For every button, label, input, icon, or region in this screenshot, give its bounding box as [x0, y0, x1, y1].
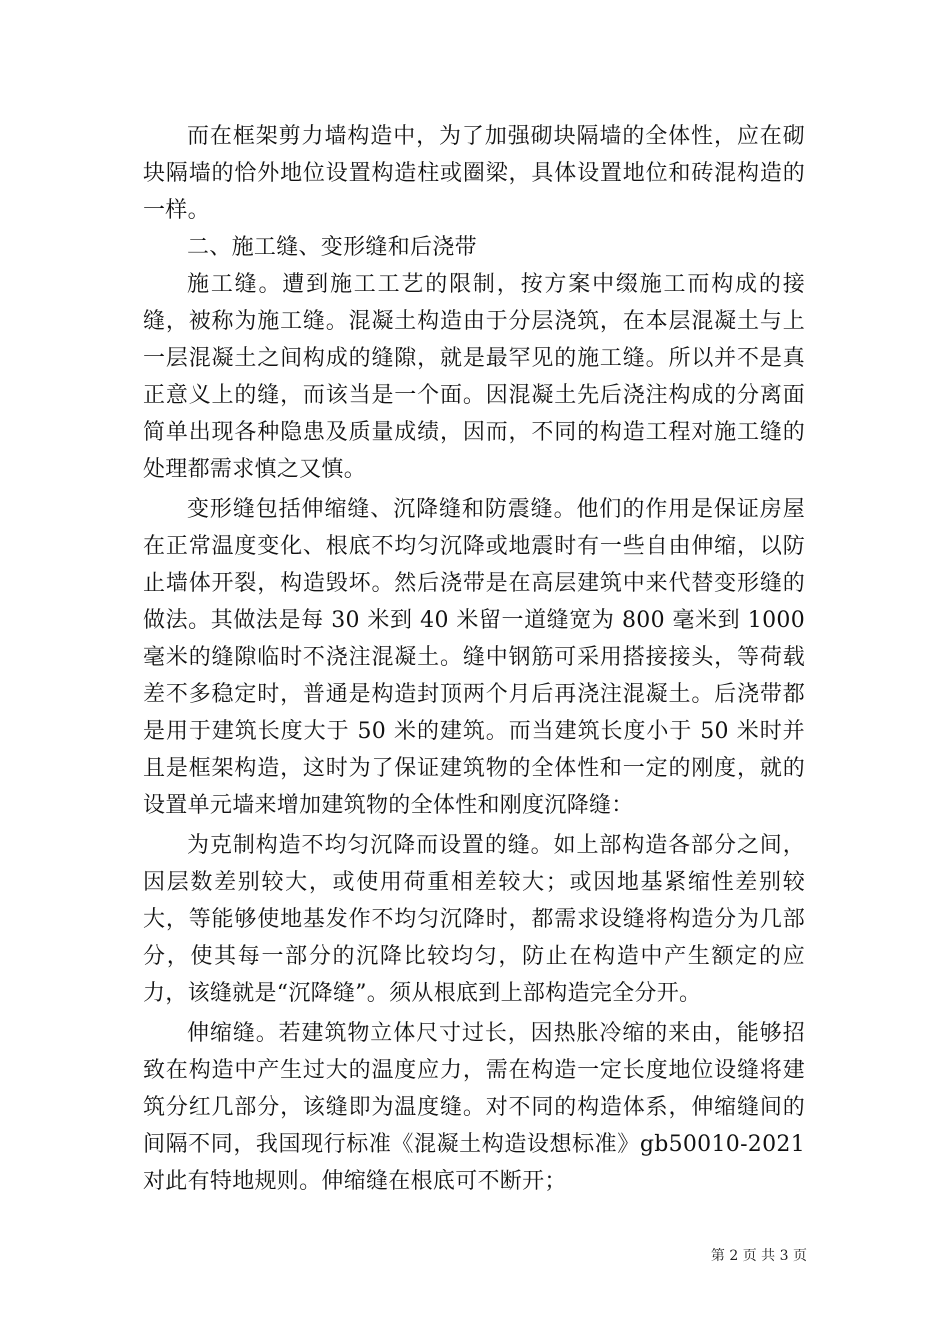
section-heading: 二、施工缝、变形缝和后浇带: [187, 235, 477, 260]
page-number: 第 2 页 共 3 页: [710, 1248, 807, 1264]
paragraph-deformation-joint: 变形缝包括伸缩缝、沉降缝和防震缝。他们的作用是保证房屋在正常温度变化、根底不均匀沉降或地震时有一些自由伸缩，以防止墙体开裂，构造毁坏。然后浇带是在高层建筑中来代替变形缝的做法。其做法是每 30 米到 40 米留一道缝宽为 800 毫米到 1000 毫米的缝隙临时不浇注混凝土。缝中钢筋可采用搭接接头，等荷载差不多稳定时，普通是构造封顶两个月后再浇注混凝土。后浇带都是用于建筑长度大于 50 米的建筑。而当建筑长度小于 50 米时并且是框架构造，这时为了保证建筑物的全体性和一定的刚度，就的设置单元墙来增加建筑物的全体性和刚度沉降缝：: [143, 497, 805, 818]
paragraph-construction-joint: 施工缝。遭到施工工艺的限制，按方案中缀施工而构成的接缝，被称为施工缝。混凝土构造由于分层浇筑，在本层混凝土与上一层混凝土之间构成的缝隙，就是最罕见的施工缝。所以并不是真正意义上的缝，而该当是一个面。因混凝土先后浇注构成的分离面简单出现各种隐患及质量成绩，因而，不同的构造工程对施工缝的处理都需求慎之又慎。: [143, 272, 805, 482]
paragraph-expansion-joint: 伸缩缝。若建筑物立体尺寸过长，因热胀冷缩的来由，能够招致在构造中产生过大的温度应力，需在构造一定长度地位设缝将建筑分红几部分，该缝即为温度缝。对不同的构造体系，伸缩缝间的间隔不同，我国现行标准《混凝土构造设想标准》gb50010-2021 对此有特地规则。伸缩缝在根底可不断开；: [143, 1021, 805, 1194]
paragraph-settlement-joint: 为克制构造不均匀沉降而设置的缝。如上部构造各部分之间，因层数差别较大，或使用荷重相差较大；或因地基紧缩性差别较大，等能够使地基发作不均匀沉降时，都需求设缝将构造分为几部分，使其每一部分的沉降比较均匀，防止在构造中产生额定的应力，该缝就是“沉降缝”。须从根底到上部构造完全分开。: [143, 833, 805, 1006]
document-body: [143, 118, 805, 1200]
paragraph-1: 而在框架剪力墙构造中，为了加强砌块隔墙的全体性，应在砌块隔墙的恰外地位设置构造柱或圈梁，具体设置地位和砖混构造的一样。: [143, 124, 805, 223]
